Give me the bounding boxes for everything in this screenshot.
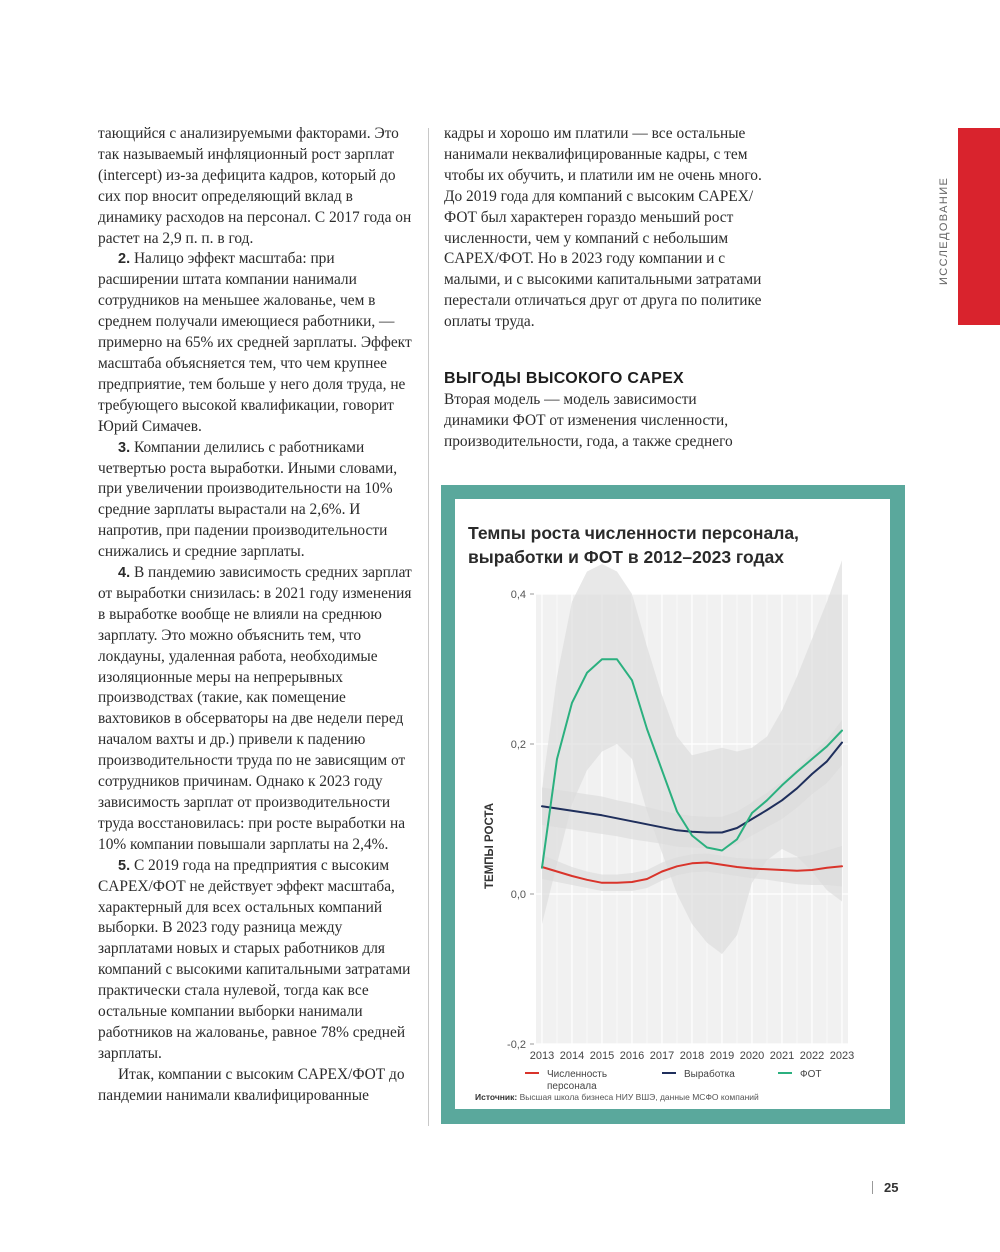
paragraph-3: 3. Компании делились с работниками четвертью роста выработки. Иными словами, при увеличении производительности на 10% средние зарплаты вырастали на 2,6%. И напротив, при падении производительности снижались и средние зарплаты. xyxy=(98,438,398,561)
x-tick-label: 2020 xyxy=(739,1050,765,1062)
paragraph-7: кадры и хорошо им платили — все остальные нанимали неквалифицированные кадры, с тем чтобы их обучить, и платили им не очень много. До 2019 года для компаний с высоким CAPEX/ФОТ был характерен гораздо меньший рост численности, чем у компаний с небольшим CAPEX/ФОТ. Но в 2023 году компании и с малыми, и с высокими капитальными затратами перестали отличаться друг от друга по политике оплаты труда. xyxy=(444,125,762,331)
y-tick-label: -0,2 xyxy=(507,1039,526,1051)
y-tick-label: 0,4 xyxy=(510,589,526,601)
chart-frame xyxy=(441,485,905,1124)
paragraph-5: 5. С 2019 года на предприятия с высоким CAPEX/ФОТ не действует эффект масштаба, характерный для всех остальных компаний выборки. В 2023 году разница между зарплатами новых и старых работников для компаний с высокими капитальными затратами практически стала нулевой, тогда как все остальные компании выборки нанимали работников на жалованье, равное 78% средней зарплаты. xyxy=(98,856,411,1062)
paragraph-8: Вторая модель — модель зависимости динамики ФОТ от изменения численности, производительности, года, а также среднего xyxy=(444,390,733,450)
x-tick-label: 2018 xyxy=(679,1050,705,1062)
paragraph-4: 4. В пандемию зависимость средних зарплат от выработки снизилась: в 2021 году изменения в выработке вообще не влияли на среднюю зарплату. Это можно объяснить тем, что локдауны, удаленная работа, необходимые изоляционные меры на непрерывных производствах (такие, как помещение вахтовиков в обсерваторы на две недели перед началом вахты и др.) привели к падению производительности труда по не зависящим от сотрудников причинам. Однако к 2023 году зависимость зарплат от производительности труда восстановилась: при росте выработки на 10% компании повышали зарплаты на 2,4%. xyxy=(98,564,412,853)
x-tick-label: 2016 xyxy=(619,1050,645,1062)
x-tick-label: 2021 xyxy=(769,1050,795,1062)
chart-source-note: Источник: Высшая школа бизнеса НИУ ВШЭ, данные МСФО компаний xyxy=(475,1092,759,1102)
y-tick-label: 0,2 xyxy=(510,739,526,751)
legend-label: Численность персонала xyxy=(547,1069,608,1092)
y-tick-label: 0,0 xyxy=(510,889,526,901)
list-number-2: 2. xyxy=(118,251,131,268)
x-tick-label: 2017 xyxy=(649,1050,675,1062)
x-tick-label: 2022 xyxy=(799,1050,825,1062)
right-text-column xyxy=(444,124,764,453)
list-number-3: 3. xyxy=(118,439,131,456)
x-tick-label: 2015 xyxy=(589,1050,615,1062)
legend-label: ФОТ xyxy=(800,1069,822,1080)
section-label: ИССЛЕДОВАНИЕ xyxy=(938,176,950,285)
x-tick-label: 2013 xyxy=(529,1050,555,1062)
chart-title: Темпы роста численности персонала, выработки и ФОТ в 2012–2023 годах xyxy=(468,523,799,567)
list-number-4: 4. xyxy=(118,565,131,582)
paragraph-1: тающийся с анализируемыми факторами. Это так называемый инфляционный рост зарплат (intercept) из-за дефицита кадров, который до сих пор вносит определяющий вклад в динамику расходов на персонал. С 2017 года он растет на 2,9 п. п. в год. xyxy=(98,125,412,247)
page-number: 25 xyxy=(872,1180,898,1195)
list-number-5: 5. xyxy=(118,857,131,874)
chart-panel xyxy=(455,499,890,1109)
paragraph-6: Итак, компании с высоким CAPEX/ФОТ до пандемии нанимали квалифицированные xyxy=(98,1065,405,1104)
x-tick-label: 2019 xyxy=(709,1050,735,1062)
left-text-column xyxy=(98,124,418,1107)
y-axis-label: ТЕМПЫ РОСТА xyxy=(484,802,496,889)
section-heading: ВЫГОДЫ ВЫСОКОГО CAPEX xyxy=(444,370,685,388)
legend-label: Выработка xyxy=(684,1069,735,1080)
x-tick-label: 2023 xyxy=(829,1050,855,1062)
line-chart xyxy=(455,499,890,1109)
x-tick-label: 2014 xyxy=(559,1050,585,1062)
column-divider xyxy=(428,128,429,1126)
section-color-tab xyxy=(958,128,1000,325)
paragraph-2: 2. Налицо эффект масштаба: при расширении штата компании нанимали сотрудников на меньшее жалованье, чем в среднем получали имеющиеся работники, — примерно на 65% их средней зарплаты. Эффект масштаба объясняется тем, что чем крупнее предприятие, тем больше у него доля труда, не требующего высокой квалификации, говорит Юрий Симачев. xyxy=(98,250,412,435)
